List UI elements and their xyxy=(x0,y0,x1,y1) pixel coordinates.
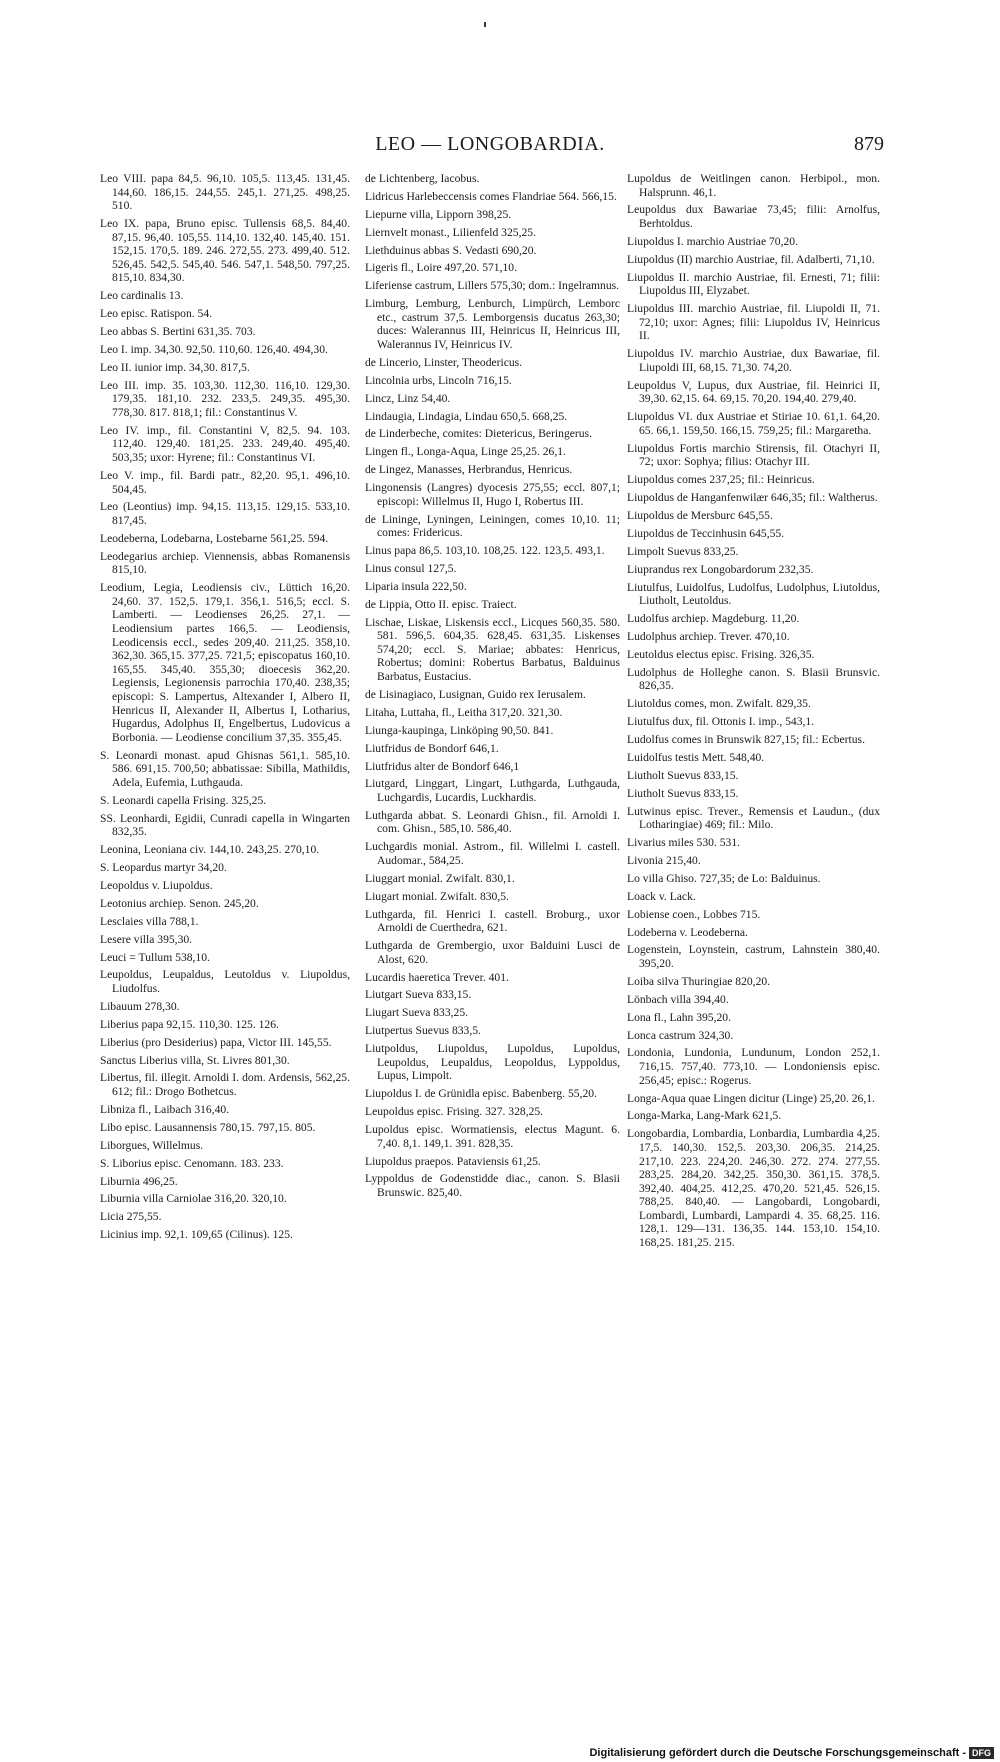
index-entry: Luthgarda de Grembergio, uxor Balduini Lusci de Alost, 620. xyxy=(365,939,620,966)
index-entry: Liugart Sueva 833,25. xyxy=(365,1006,469,1020)
index-entry: S. Liborius episc. Cenomann. 183. 233. xyxy=(100,1156,284,1170)
index-entry: Liunga-kaupinga, Linköping 90,50. 841. xyxy=(365,723,554,737)
index-entry: Leo VIII. papa 84,5. 96,10. 105,5. 113,45. 131,45. 144,60. 186,15. 244,55. 245,1. 271,25. 498,25. 510. xyxy=(100,172,350,213)
index-entry: Lupoldus de Weitlingen canon. Herbipol., mon. Halsprunn. 46,1. xyxy=(627,172,880,199)
index-entry: Leo IX. papa, Bruno episc. Tullensis 68,5. 84,40. 87,15. 96,40. 105,55. 114,10. 132,40. 145,40. 151. 152,15. 170,5. 189. 246. 272,55. 273. 499,40. 512. 526,45. 542,5. 545,40. 546. 547,1. 548,50. 797,25. 815,10. 834,30. xyxy=(100,217,350,285)
index-entry: Lonca castrum 324,30. xyxy=(627,1028,734,1042)
index-entry: Liupoldus (II) marchio Austriae, fil. Adalberti, 71,10. xyxy=(627,252,875,266)
index-entry: Limpolt Suevus 833,25. xyxy=(627,544,739,558)
index-entry: Liupoldus Fortis marchio Stirensis, fil. Otachyri II, 72; uxor: Sophya; filius: Otachyr III. xyxy=(627,441,880,469)
index-entry: Leo IV. imp., fil. Constantini V, 82,5. 94. 103. 112,40. 129,40. 181,25. 233. 249,40. 495,40. 503,35; uxor: Hyrene; fil.: Constantinus VI. xyxy=(100,423,350,465)
index-column-left xyxy=(100,172,350,1246)
index-entry: Luidolfus testis Mett. 548,40. xyxy=(627,750,765,764)
index-entry: Liupoldus praepos. Pataviensis 61,25. xyxy=(365,1154,541,1168)
index-entry: Lo villa Ghiso. 727,35; de Lo: Balduinus. xyxy=(627,871,821,885)
index-entry: Lucardis haeretica Trever. 401. xyxy=(365,970,509,984)
index-entry: Liernvelt monast., Lilienfeld 325,25. xyxy=(365,225,536,239)
index-entry: Lincolnia urbs, Lincoln 716,15. xyxy=(365,373,512,387)
index-entry: Liupoldus III. marchio Austriae, fil. Liupoldi II, 71. 72,10; uxor: Agnes; filii: Liupoldus IV, Heinricus II. xyxy=(627,302,880,343)
index-entry: Lingonensis (Langres) dyocesis 275,55; eccl. 807,1; episcopi: Willelmus II, Hugo I, Robertus III. xyxy=(365,481,620,508)
index-entry: Liberius (pro Desiderius) papa, Victor III. 145,55. xyxy=(100,1035,332,1049)
index-entry: Leodegarius archiep. Viennensis, abbas Romanensis 815,10. xyxy=(100,549,350,577)
index-entry: Liutoldus comes, mon. Zwifalt. 829,35. xyxy=(627,697,811,711)
index-entry: Liburnia villa Carniolae 316,20. 320,10. xyxy=(100,1192,287,1206)
index-entry: Lesere villa 395,30. xyxy=(100,932,193,946)
index-entry: Leutoldus electus episc. Frising. 326,35. xyxy=(627,647,815,661)
index-entry: Leo episc. Ratispon. 54. xyxy=(100,307,213,321)
index-entry: Liutgard, Linggart, Lingart, Luthgarda, Luthgauda, Luchgardis, Lucardis, Luckhardis. xyxy=(365,777,620,804)
index-entry: Leo V. imp., fil. Bardi patr., 82,20. 95,1. 496,10. 504,45. xyxy=(100,468,350,496)
index-entry: SS. Leonhardi, Egidii, Cunradi capella in Wingarten 832,35. xyxy=(100,811,350,839)
index-entry: Ludolfus comes in Brunswik 827,15; fil.: Ecbertus. xyxy=(627,733,865,747)
index-entry: Lingen fl., Longa-Aqua, Linge 25,25. 26,1. xyxy=(365,445,566,459)
funding-footer xyxy=(589,1747,994,1759)
index-entry: Leodeberna, Lodebarna, Lostebarne 561,25. 594. xyxy=(100,531,329,545)
index-entry: Luthgarda, fil. Henrici I. castell. Broburg., uxor Arnoldi de Cuerthedra, 621. xyxy=(365,907,620,935)
index-entry: Liuggart monial. Zwifalt. 830,1. xyxy=(365,871,515,885)
index-entry: Logenstein, Loynstein, castrum, Lahnstein 380,40. 395,20. xyxy=(627,943,880,970)
index-entry: Leotonius archiep. Senon. 245,20. xyxy=(100,896,259,910)
index-entry: Libauum 278,30. xyxy=(100,999,180,1013)
index-entry: Liepurne villa, Lipporn 398,25. xyxy=(365,207,512,221)
index-entry: Liutfridus alter de Bondorf 646,1 xyxy=(365,759,520,773)
index-entry: Litaha, Luttaha, fl., Leitha 317,20. 321,30. xyxy=(365,705,563,719)
index-entry: Liferiense castrum, Lillers 575,30; dom.: Ingelramnus. xyxy=(365,279,620,293)
index-entry: Liupoldus I. marchio Austriae 70,20. xyxy=(627,234,798,248)
index-entry: Londonia, Lundonia, Lundunum, London 252,1. 716,15. 757,40. 773,10. — Londoniensis episc. 256,45; episc.: Rogerus. xyxy=(627,1046,880,1087)
index-entry: Liupoldus comes 237,25; fil.: Heinricus. xyxy=(627,473,815,487)
index-entry: Loiba silva Thuringiae 820,20. xyxy=(627,974,771,988)
index-entry: de Lingez, Manasses, Herbrandus, Henricus. xyxy=(365,463,573,477)
page-number: 879 xyxy=(854,133,884,155)
index-entry: Libertus, fil. illegit. Arnoldi I. dom. Ardensis, 562,25. 612; fil.: Drogo Bothetcus. xyxy=(100,1071,350,1099)
index-entry: de Lippia, Otto II. episc. Traiect. xyxy=(365,597,517,611)
index-entry: Leupoldus dux Bawariae 73,45; filii: Arnolfus, Berhtoldus. xyxy=(627,203,880,231)
index-entry: S. Leopardus martyr 34,20. xyxy=(100,861,227,875)
index-entry: S. Leonardi monast. apud Ghisnas 561,1. 585,10. 586. 691,15. 700,50; abbatissae: Sibilla, Mathildis, Adela, Eufemia, Luthgauda. xyxy=(100,748,350,789)
index-entry: Libniza fl., Laibach 316,40. xyxy=(100,1102,230,1116)
index-entry: Liburnia 496,25. xyxy=(100,1174,178,1188)
index-entry: Sanctus Liberius villa, St. Livres 801,30. xyxy=(100,1053,290,1067)
scan-mark xyxy=(484,22,486,27)
index-entry: de Lisinagiaco, Lusignan, Guido rex Ierusalem. xyxy=(365,687,586,701)
index-entry: Lodeberna v. Leodeberna. xyxy=(627,925,748,939)
index-entry: Lischae, Liskae, Liskensis eccl., Licques 560,35. 580. 581. 596,5. 604,35. 628,45. 631,35. Liskenses 574,20; eccl. S. Mariae; abbates: Henricus, Robertus; domini: Robertus Barbatus, Balduinus Barbatus, Eustacius. xyxy=(365,615,620,684)
index-entry: Liuprandus rex Longobardorum 232,35. xyxy=(627,562,814,576)
index-entry: Livonia 215,40. xyxy=(627,853,701,867)
index-column-right xyxy=(627,172,880,1254)
index-entry: Leopoldus v. Liupoldus. xyxy=(100,878,213,892)
index-entry: Liutgart Sueva 833,15. xyxy=(365,988,472,1002)
index-entry: de Lincerio, Linster, Theodericus. xyxy=(365,355,523,369)
index-entry: Liethduinus abbas S. Vedasti 690,20. xyxy=(365,243,537,257)
index-entry: Longobardia, Lombardia, Lonbardia, Lumbardia 4,25. 17,5. 140,30. 152,5. 203,30. 206,35. 214,25. 217,10. 223. 224,20. 246,30. 272. 274. 277,55. 283,25. 284,20. 342,25. 350,30. 361,15. 378,5. 392,40. 404,25. 412,25. 470,20. 521,45. 526,15. 788,25. 840,40. — Langobardi, Longobardi, Lombardi, Lumbardi, Lampardi 4. 35. 68,25. 116. 128,1. 129—131. 136,35. 144. 153,10. 154,10. 168,25. 181,25. 215. xyxy=(627,1127,880,1250)
index-entry: Liutholt Suevus 833,15. xyxy=(627,786,739,800)
index-entry: de Lininge, Lyningen, Leiningen, comes 10,10. 11; comes: Fridericus. xyxy=(365,512,620,540)
index-entry: Ludolphus de Holleghe canon. S. Blasii Brunsvic. 826,35. xyxy=(627,665,880,693)
index-entry: Liutulfus, Luidolfus, Ludolfus, Ludolphus, Liutoldus, Liutholt, Leutoldus. xyxy=(627,580,880,608)
index-entry: Lyppoldus de Godenstidde diac., canon. S. Blasii Brunswic. 825,40. xyxy=(365,1172,620,1199)
index-entry: Liutfridus de Bondorf 646,1. xyxy=(365,741,499,755)
index-entry: Liupoldus II. marchio Austriae, fil. Ernesti, 71; filii: Liupoldus III, Elyzabet. xyxy=(627,270,880,298)
dfg-logo: DFG xyxy=(969,1747,994,1759)
index-entry: Liutulfus dux, fil. Ottonis I. imp., 543,1. xyxy=(627,715,815,729)
index-entry: Lesclaies villa 788,1. xyxy=(100,914,199,928)
index-entry: Leo (Leontius) imp. 94,15. 113,15. 129,15. 533,10. 817,45. xyxy=(100,500,350,528)
page-header xyxy=(100,133,884,159)
index-entry: Leupoldus episc. Frising. 327. 328,25. xyxy=(365,1105,544,1119)
index-column-middle xyxy=(365,172,620,1204)
index-entry: Leo III. imp. 35. 103,30. 112,30. 116,10. 129,30. 179,35. 181,10. 232. 233,5. 249,35. 495,30. 778,30. 817. 818,1; fil.: Constantinus V. xyxy=(100,378,350,419)
index-entry: Lidricus Harlebeccensis comes Flandriae 564. 566,15. xyxy=(365,189,617,203)
index-entry: Loack v. Lack. xyxy=(627,889,696,903)
index-entry: Liupoldus de Teccinhusin 645,55. xyxy=(627,526,785,540)
index-entry: Libo episc. Lausannensis 780,15. 797,15. 805. xyxy=(100,1120,316,1134)
index-entry: Lobiense coen., Lobbes 715. xyxy=(627,907,761,921)
index-entry: Ludolfus archiep. Magdeburg. 11,20. xyxy=(627,612,800,626)
index-entry: Licinius imp. 92,1. 109,65 (Cilinus). 125. xyxy=(100,1228,293,1242)
index-entry: de Linderbeche, comites: Dietericus, Beringerus. xyxy=(365,427,592,441)
index-entry: Leo II. iunior imp. 34,30. 817,5. xyxy=(100,360,250,374)
running-title: LEO — LONGOBARDIA. xyxy=(375,133,605,155)
index-entry: Leo cardinalis 13. xyxy=(100,289,184,303)
index-entry: de Lichtenberg, Iacobus. xyxy=(365,172,480,185)
index-entry: Limburg, Lemburg, Lenburch, Limpürch, Lemborc etc., castrum 37,5. Lemborgensis ducatus 263,30; duces: Walerannus III, Heinricus II, Heinricus III, Walerannus IV, Heinricus IV. xyxy=(365,297,620,352)
index-entry: Licia 275,55. xyxy=(100,1210,162,1224)
index-entry: Linus consul 127,5. xyxy=(365,562,457,575)
footer-text: Digitalisierung gefördert durch die Deutsche Forschungsgemeinschaft - xyxy=(589,1746,966,1759)
index-entry: Liutholt Suevus 833,15. xyxy=(627,768,739,782)
index-entry: Liupoldus IV. marchio Austriae, dux Bawariae, fil. Liupoldi III, 68,15. 71,30. 74,20. xyxy=(627,347,880,374)
index-entry: Ligeris fl., Loire 497,20. 571,10. xyxy=(365,261,517,275)
index-entry: Livarius miles 530. 531. xyxy=(627,836,741,850)
index-entry: Longa-Marka, Lang-Mark 621,5. xyxy=(627,1109,782,1123)
index-entry: S. Leonardi capella Frising. 325,25. xyxy=(100,793,267,807)
index-entry: Lönbach villa 394,40. xyxy=(627,992,729,1006)
index-entry: Luchgardis monial. Astrom., fil. Willelmi I. castell. Audomar., 584,25. xyxy=(365,840,620,867)
index-entry: Leo I. imp. 34,30. 92,50. 110,60. 126,40. 494,30. xyxy=(100,343,328,357)
index-entry: Leuci = Tullum 538,10. xyxy=(100,950,210,964)
index-entry: Leonina, Leoniana civ. 144,10. 243,25. 270,10. xyxy=(100,843,320,857)
index-entry: Leupoldus, Leupaldus, Leutoldus v. Liupoldus, Liudolfus. xyxy=(100,968,350,995)
index-entry: Linus papa 86,5. 103,10. 108,25. 122. 123,5. 493,1. xyxy=(365,544,605,558)
index-entry: Liberius papa 92,15. 110,30. 125. 126. xyxy=(100,1017,279,1031)
index-entry: Longa-Aqua quae Lingen dicitur (Linge) 25,20. 26,1. xyxy=(627,1091,875,1105)
index-entry: Liutpoldus, Liupoldus, Lupoldus, Lupoldus, Leupoldus, Leupaldus, Leopoldus, Lyppoldus, Lupus, Limpolt. xyxy=(365,1042,620,1083)
index-entry: Leo abbas S. Bertini 631,35. 703. xyxy=(100,325,256,339)
index-entry: Liupoldus I. de Grünidla episc. Babenberg. 55,20. xyxy=(365,1087,597,1101)
index-entry: Lincz, Linz 54,40. xyxy=(365,391,451,405)
index-entry: Liugart monial. Zwifalt. 830,5. xyxy=(365,889,509,903)
index-entry: Liupoldus de Mersburc 645,55. xyxy=(627,509,773,523)
index-entry: Leodium, Legia, Leodiensis civ., Lüttich 16,20. 24,60. 37. 152,5. 179,1. 356,1. 516,5; eccl. S. Lamberti. — Leodienses 26,25. 27,1. — Leodiensium partes 166,5. — Leodiensis, Leodicensis eccl., sedes 209,40. 211,25. 358,10. 362,30. 365,15. 377,25. 721,5; episcopatus 160,10. 165,55. 345,40. 355,30; dioecesis 362,20. Legiensis, Legionensis parrochia 170,40. 238,35; episcopi: S. Lampertus, Altexander I, Albero II, Henricus II, Alexander II, Albertus I, Lotharius, Hugardus, Adolphus II, Engelbertus, Ludovicus a Borbonia. — Leodiense concilium 37,35. 355,45. xyxy=(100,581,350,744)
index-entry: Liparia insula 222,50. xyxy=(365,579,467,593)
index-entry: Liutpertus Suevus 833,5. xyxy=(365,1024,481,1038)
index-entry: Lindaugia, Lindagia, Lindau 650,5. 668,25. xyxy=(365,409,568,423)
index-entry: Liborgues, Willelmus. xyxy=(100,1138,204,1152)
index-entry: Luthgarda abbat. S. Leonardi Ghisn., fil. Arnoldi I. com. Ghisn., 585,10. 586,40. xyxy=(365,808,620,836)
index-entry: Ludolphus archiep. Trever. 470,10. xyxy=(627,629,790,643)
index-entry: Lutwinus episc. Trever., Remensis et Laudun., (dux Lotharingiae) 469; fil.: Milo. xyxy=(627,804,880,832)
index-entry: Lona fl., Lahn 395,20. xyxy=(627,1010,731,1024)
index-entry: Lupoldus episc. Wormatiensis, electus Magunt. 6. 7,40. 8,1. 149,1. 391. 828,35. xyxy=(365,1123,620,1150)
index-entry: Liupoldus de Hanganfenwilær 646,35; fil.: Waltherus. xyxy=(627,491,878,505)
index-entry: Leupoldus V, Lupus, dux Austriae, fil. Heinrici II, 39,30. 62,15. 64. 69,15. 70,20. 194,40. 279,40. xyxy=(627,378,880,406)
index-entry: Liupoldus VI. dux Austriae et Stiriae 10. 61,1. 64,20. 65. 66,1. 159,50. 166,15. 759,25; fil.: Margaretha. xyxy=(627,410,880,437)
